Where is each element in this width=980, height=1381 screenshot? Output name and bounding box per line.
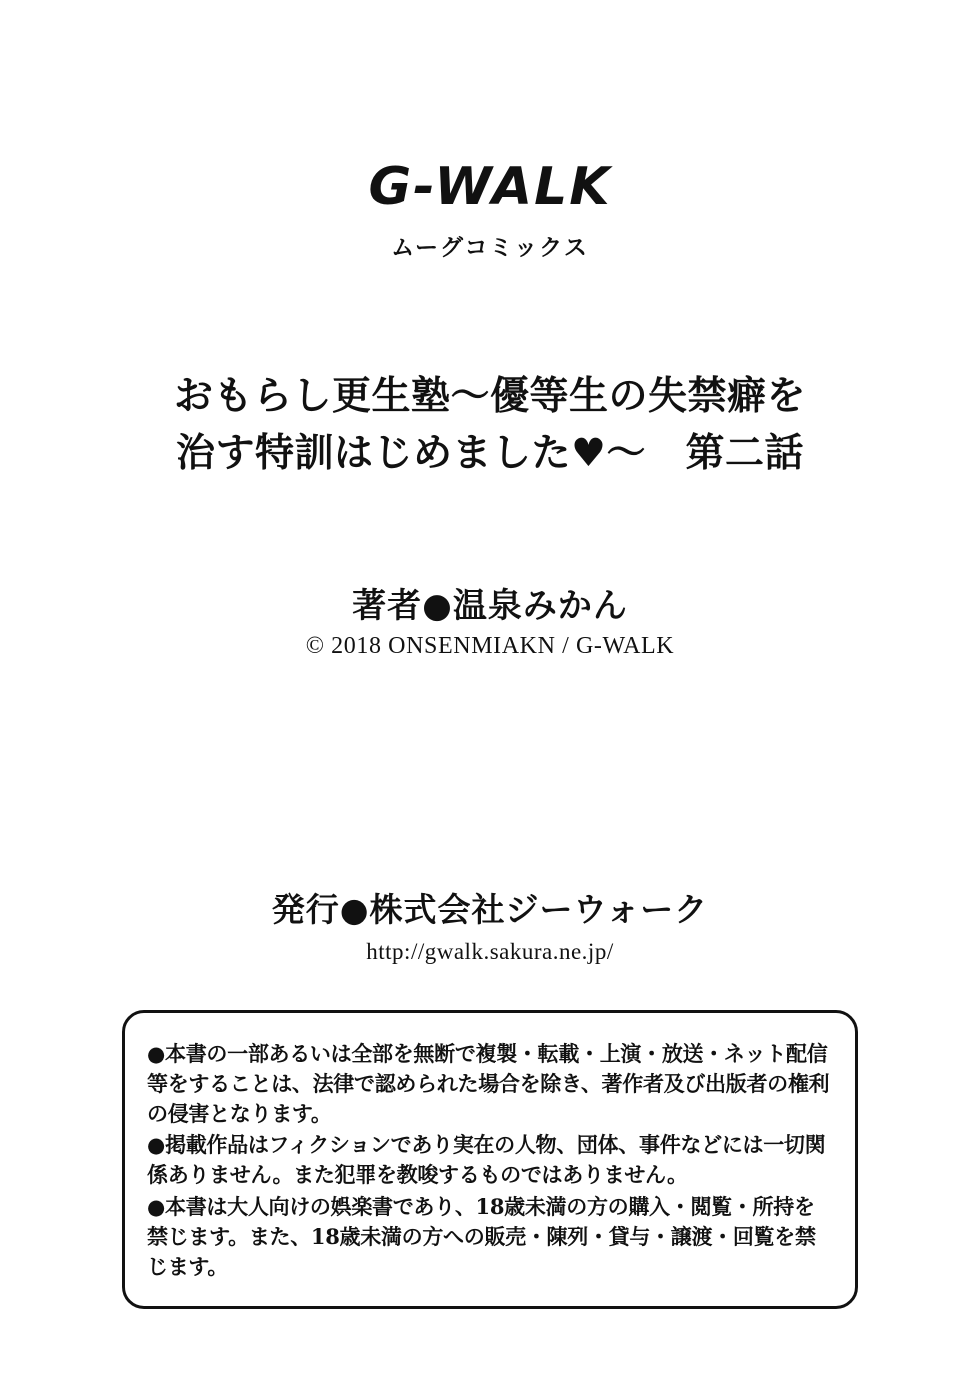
publisher-url: http://gwalk.sakura.ne.jp/ xyxy=(366,939,614,964)
work-title-line-2: 治す特訓はじめました♥〜 第二話 xyxy=(176,429,804,476)
copyright-notice: © 2018 ONSENMIAKN / G-WALK xyxy=(305,633,675,659)
publisher-wordmark: G-WALK xyxy=(368,157,612,217)
publisher-name: 発行●株式会社ジーウォーク xyxy=(271,890,709,929)
legal-notice-paragraph: ●本書の一部あるいは全部を無断で複製・転載・上演・放送・ネット配信等をすることは、法律で認められた場合を除き、著作者及び出版者の権利の侵害となります。 xyxy=(147,1041,830,1126)
publisher-imprint-label: ムーグコミックス xyxy=(391,234,589,261)
legal-notice-box xyxy=(122,1010,858,1309)
publisher-credit xyxy=(0,884,980,965)
legal-notice-paragraph: ●掲載作品はフィクションであり実在の人物、団体、事件などには一切関係ありません。また犯罪を教唆するものではありません。 xyxy=(147,1132,826,1188)
author-credit xyxy=(0,578,980,660)
author-name: 著者●温泉みかん xyxy=(352,586,628,626)
legal-notice-paragraph: ●本書は大人向けの娯楽書であり、18歳未満の方の購入・閲覧・所持を禁じます。また、18歳未満の方への販売・陳列・貸与・譲渡・回覧を禁じます。 xyxy=(147,1194,816,1279)
work-title-line-1: おもらし更生塾〜優等生の失禁癖を xyxy=(173,373,806,419)
publisher-logo xyxy=(0,157,980,262)
work-title xyxy=(0,368,980,481)
